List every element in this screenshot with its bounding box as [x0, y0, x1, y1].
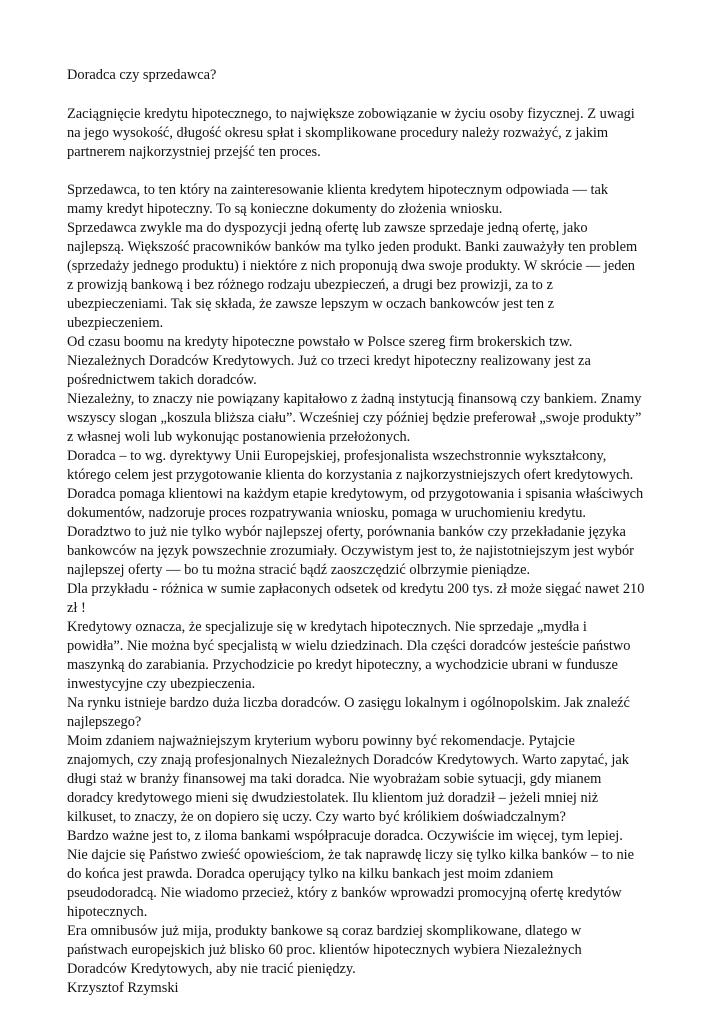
- text-line: Sprzedawca zwykle ma do dyspozycji jedną ofertę lub zawsze sprzedaje jedną ofertę, jako: [67, 220, 588, 236]
- text-line: na jego wysokość, długość okresu spłat i skomplikowane procedury należy rozważyć, z jakim: [67, 125, 609, 141]
- text-line: Sprzedawca, to ten który na zainteresowanie klienta kredytem hipotecznym odpowiada — tak: [67, 182, 609, 198]
- text-line: Bardzo ważne jest to, z iloma bankami współpracuje doradca. Oczywiście im więcej, tym lepiej.: [67, 828, 623, 844]
- text-line: Doradców Kredytowych, aby nie tracić pieniędzy.: [67, 961, 356, 977]
- text-line: pseudodoradcą. Nie wiadomo przecież, który z banków wprowadzi promocyjną ofertę kredytów: [67, 885, 622, 901]
- author-signature: Krzysztof Rzymski: [67, 980, 179, 996]
- text-line: doradcy kredytowego mieni się dwudziestolatek. Ilu klientom już doradził – jeżeli mniej niż: [67, 790, 599, 806]
- text-line: Nie dajcie się Państwo zwieść opowieściom, że tak naprawdę liczy się tylko kilka banków – to nie: [67, 847, 635, 863]
- text-line: do końca jest prawda. Doradca operujący tylko na kilku bankach jest moim zdaniem: [67, 866, 554, 882]
- text-line: znajomych, czy znają profesjonalnych Niezależnych Doradców Kredytowych. Warto zapytać, jak: [67, 752, 629, 768]
- text-line: Doradca – to wg. dyrektywy Unii Europejskiej, profesjonalista wszechstronnie wykształcony,: [67, 448, 607, 464]
- text-line: bankowców na język powszechnie zrozumiały. Oczywistym jest to, że najistotniejszym jest wybór: [67, 543, 634, 559]
- text-line: kilkuset, to znaczy, że on dopiero się uczy. Czy warto być królikiem doświadczalnym?: [67, 809, 566, 825]
- text-line: zł !: [67, 600, 86, 616]
- text-line: hipotecznych.: [67, 904, 148, 920]
- text-line: Dla przykładu - różnica w sumie zapłaconych odsetek od kredytu 200 tys. zł może sięgać nawet 210: [67, 581, 645, 597]
- text-line: Era omnibusów już mija, produkty bankowe są coraz bardziej skomplikowane, dlatego w: [67, 923, 582, 939]
- text-line: Niezależny, to znaczy nie powiązany kapitałowo z żadną instytucją finansową czy bankiem. Znamy: [67, 391, 642, 407]
- text-line: Doradztwo to już nie tylko wybór najlepszej oferty, porównania banków czy przekładanie języka: [67, 524, 626, 540]
- text-line: Doradca pomaga klientowi na każdym etapie kredytowym, od przygotowania i spisania właściwych: [67, 486, 644, 502]
- text-line: Od czasu boomu na kredyty hipoteczne powstało w Polsce szereg firm brokerskich tzw.: [67, 334, 573, 350]
- text-line: którego celem jest przygotowanie klienta do korzystania z najkorzystniejszych ofert kredytowych.: [67, 467, 634, 483]
- text-line: Na rynku istnieje bardzo duża liczba doradców. O zasięgu lokalnym i ogólnopolskim. Jak znaleźć: [67, 695, 630, 711]
- text-line: z prowizją bankową i bez różnego rodzaju ubezpieczeń, a drugi bez prowizji, za to z: [67, 277, 553, 293]
- text-line: mamy kredyt hipoteczny. To są konieczne dokumenty do złożenia wniosku.: [67, 201, 503, 217]
- document-title: Doradca czy sprzedawca?: [67, 67, 217, 83]
- text-line: najlepszej oferty — bo tu można stracić bądź zaoszczędzić olbrzymie pieniądze.: [67, 562, 531, 578]
- text-line: długi staż w branży finansowej ma taki doradca. Nie wyobrażam sobie sytuacji, gdy mianem: [67, 771, 602, 787]
- text-line: ubezpieczeniem.: [67, 315, 164, 331]
- text-line: Kredytowy oznacza, że specjalizuje się w kredytach hipotecznych. Nie sprzedaje „mydła i: [67, 619, 587, 635]
- text-line: Niezależnych Doradców Kredytowych. Już co trzeci kredyt hipoteczny realizowany jest za: [67, 353, 591, 369]
- text-line: (sprzedaży jednego produktu) i niektóre z nich proponują dwa swoje produkty. W skrócie — jeden: [67, 258, 636, 274]
- text-line: maszynką do zarabiania. Przychodzicie po kredyt hipoteczny, a wychodzicie ubrani w fundusze: [67, 657, 618, 673]
- text-line: powidła”. Nie można być specjalistą w wielu dziedzinach. Dla części doradców jesteście państwo: [67, 638, 631, 654]
- text-line: ubezpieczeniami. Tak się składa, że zawsze lepszym w oczach bankowców jest ten z: [67, 296, 554, 312]
- text-line: najlepszego?: [67, 714, 142, 730]
- text-line: partnerem najkorzystniej przejść ten proces.: [67, 144, 321, 160]
- text-line: państwach europejskich już blisko 60 proc. klientów hipotecznych wybiera Niezależnych: [67, 942, 582, 958]
- text-line: z własnej woli lub wykonując postanowienia przełożonych.: [67, 429, 411, 445]
- text-line: pośrednictwem takich doradców.: [67, 372, 257, 388]
- text-line: wszyscy slogan „koszula bliższa ciału”. Wcześniej czy później będzie preferował „swoje produkty”: [67, 410, 642, 426]
- text-line: Moim zdaniem najważniejszym kryterium wyboru powinny być rekomendacje. Pytajcie: [67, 733, 575, 749]
- text-line: najlepszą. Większość pracowników banków ma tylko jeden produkt. Banki zauważyły ten problem: [67, 239, 638, 255]
- text-line: Zaciągnięcie kredytu hipotecznego, to największe zobowiązanie w życiu osoby fizycznej. Z uwagi: [67, 106, 635, 122]
- text-line: dokumentów, nadzoruje proces rozpatrywania wniosku, pomaga w uruchomieniu kredytu.: [67, 505, 586, 521]
- text-line: inwestycyjne czy ubezpieczenia.: [67, 676, 256, 692]
